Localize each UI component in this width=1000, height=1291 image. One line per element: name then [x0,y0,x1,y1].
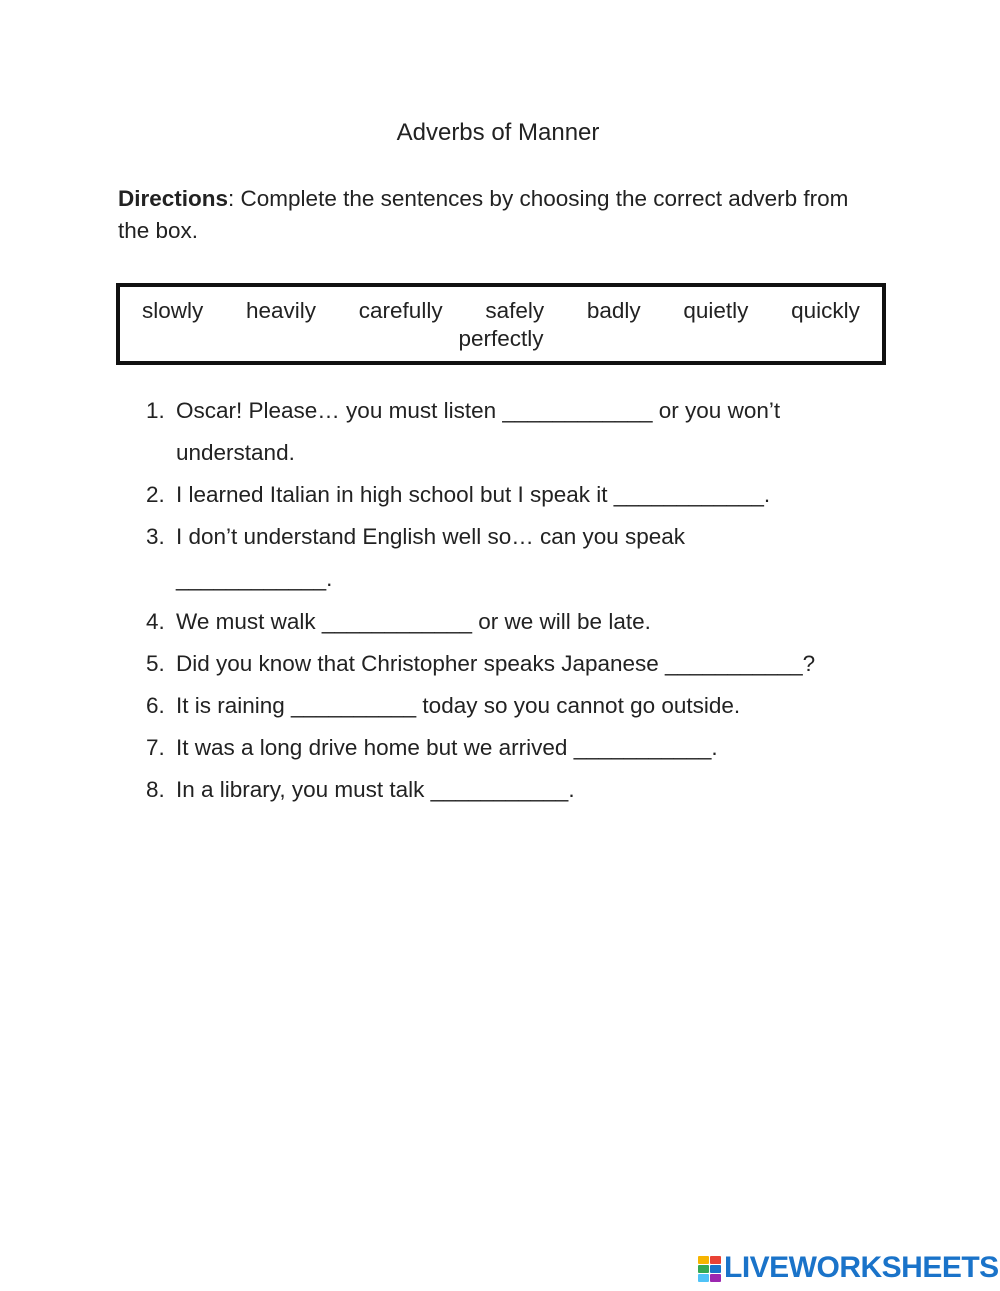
question-text: It was a long drive home but we arrived ___________. [176,735,718,760]
question-text: We must walk ____________ or we will be late. [176,609,651,634]
word-box [116,283,886,365]
question-text: Did you know that Christopher speaks Japanese ___________? [176,651,816,676]
question-item [146,474,886,516]
directions-text: : Complete the sentences by choosing the correct adverb from the box. [118,186,849,243]
word-option: quickly [791,298,860,323]
question-item [146,643,886,685]
question-number: 8. [146,777,165,802]
question-number: 6. [146,693,165,718]
page-title: Adverbs of Manner [396,119,600,146]
question-number: 5. [146,651,165,676]
question-number: 7. [146,735,165,760]
question-text: I don’t understand English well so… can you speak ____________. [176,524,686,591]
question-number: 1. [146,398,165,423]
colored-blocks-icon [698,1254,722,1282]
question-item [146,685,886,727]
word-option: carefully [358,298,443,323]
question-item [146,601,886,643]
word-box-row [142,297,860,325]
liveworksheets-logo [698,1250,999,1286]
question-item [146,727,886,769]
question-number: 4. [146,609,165,634]
word-box-row [120,325,882,353]
word-option: badly [586,298,641,323]
question-text: Oscar! Please… you must listen ____________ or you won’t understand. [176,398,781,465]
word-option: safely [485,298,545,323]
question-number: 3. [146,524,165,549]
directions-label: Directions [118,186,229,211]
logo-text: LIVEWORKSHEETS [724,1251,999,1284]
question-item [146,769,886,811]
word-option: quietly [683,298,749,323]
question-item [146,516,886,600]
question-text: It is raining __________ today so you cannot go outside. [176,693,741,718]
directions [118,183,878,247]
question-number: 2. [146,482,165,507]
question-text: In a library, you must talk ___________. [176,777,575,802]
word-option: perfectly [458,326,544,351]
question-text: I learned Italian in high school but I speak it ____________. [176,482,771,507]
question-item [146,390,886,474]
word-option: heavily [246,298,317,323]
word-option: slowly [142,298,204,323]
